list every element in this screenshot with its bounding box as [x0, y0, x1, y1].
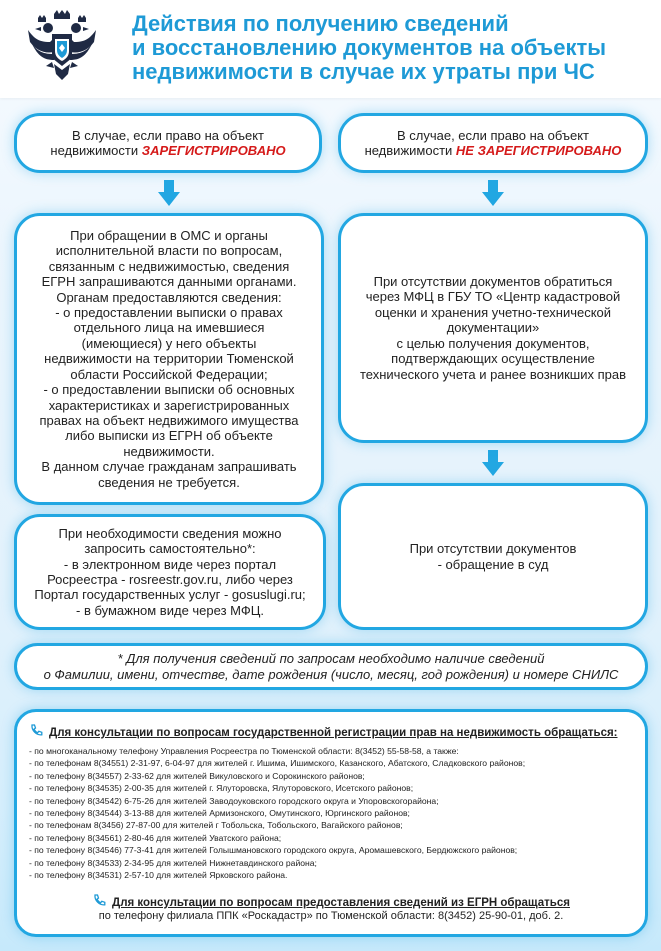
text-line: - в бумажном виде через МФЦ.	[76, 602, 264, 618]
text-line: Портал государственных услуг - gosuslugi.ru;	[34, 587, 306, 603]
contact-item: - по телефону 8(34557) 2-33-62 для жителей Викуловского и Сорокинского районов;	[29, 770, 365, 781]
title-line: недвижимости в случае их утраты при ЧС	[132, 59, 595, 84]
text-line: оценки и хранения учетно-технической	[374, 304, 612, 320]
text-line: исполнительной власти по вопросам,	[55, 243, 283, 259]
text-line: недвижимости на территории Тюменской	[44, 351, 294, 367]
contacts-list	[29, 745, 525, 881]
contact-item: - по телефону 8(34544) 3-13-88 для жителей Армизонского, Омутинского, Юргинского районов;	[29, 808, 410, 819]
registered-emphasis: ЗАРЕГИСТРИРОВАНО	[141, 143, 286, 158]
footnote-box	[14, 643, 648, 690]
text-line: запросить самостоятельно*:	[84, 541, 256, 557]
not-registered-line2: недвижимости НЕ ЗАРЕГИСТРИРОВАНО	[364, 143, 622, 158]
text-line: с целью получения документов,	[396, 335, 590, 351]
registered-box	[14, 113, 322, 173]
egrn-consult-phone: по телефону филиала ППК «Роскадастр» по Тюменской области: 8(3452) 25-90-01, доб. 2.	[98, 910, 564, 922]
registered-line1: В случае, если право на объект	[71, 127, 265, 143]
contact-item: - по телефону 8(34546) 77-3-41 для жителей Голышмановского городского округа, Аромашевского, Бердюжского районов;	[29, 845, 518, 856]
contact-item: - по телефону 8(34531) 2-57-10 для жителей Ярковского района.	[29, 870, 288, 881]
text-line: ЕГРН запрашиваются данными органами.	[41, 274, 297, 290]
page-title	[132, 12, 652, 84]
text-line: недвижимости.	[123, 443, 215, 459]
contact-item: - по телефонам 8(34551) 2-31-97, 6-04-97 для жителей г. Ишима, Ишимского, Казанского, Абатского, Сладковского районов;	[29, 758, 526, 769]
not-registered-line1: В случае, если право на объект	[396, 127, 589, 143]
not-registered-box	[338, 113, 648, 173]
text-line: Органам предоставляются сведения:	[56, 289, 282, 305]
text-line: При отсутствии документов обратиться	[373, 274, 613, 290]
arrow-down-icon	[158, 180, 180, 206]
text-line: - обращение в суд	[437, 556, 549, 572]
contacts-panel	[14, 709, 648, 937]
text-line: технического учета и ранее возникших прав	[359, 366, 626, 382]
text-line: либо выписки из ЕГРН об объекте	[65, 428, 273, 444]
text-line: сведения не требуется.	[98, 474, 240, 490]
authorities-request-box	[14, 213, 324, 505]
not-registered-emphasis: НЕ ЗАРЕГИСТРИРОВАНО	[455, 143, 622, 158]
phone-icon	[92, 894, 106, 908]
contact-item: - по телефонам 8(3456) 27-87-00 для жителей г Тобольска, Тобольского, Вагайского районов;	[29, 820, 403, 831]
text-line: через МФЦ в ГБУ ТО «Центр кадастровой	[365, 289, 621, 305]
emblem-icon	[24, 8, 100, 84]
text-line: В данном случае гражданам запрашивать	[41, 459, 297, 475]
contact-item: - по телефону 8(34542) 6-75-26 для жителей Заводоуковского городского округа и Упоровскогорайона;	[29, 795, 439, 806]
title-line: и восстановлению документов на объекты	[132, 35, 607, 60]
text-line: характеристиках и зарегистрированных	[48, 397, 290, 413]
footnote-line: * Для получения сведений по запросам необходимо наличие сведений	[117, 651, 545, 667]
contacts-heading: Для консультации по вопросам государственной регистрации прав на недвижимость обращаться:	[29, 724, 618, 739]
arrow-down-icon	[482, 180, 504, 206]
text-line: При отсутствии документов	[409, 541, 577, 557]
mfc-request-box	[338, 213, 648, 443]
text-line: (имеющиеся) у него объекты	[81, 335, 257, 351]
text-line: подтверждающих осуществление	[391, 351, 595, 367]
text-line: - в электронном виде через портал	[63, 556, 277, 572]
text-line: правах на объект недвижимого имущества	[39, 412, 299, 428]
text-line: - о предоставлении выписки об основных	[43, 382, 295, 398]
phone-icon	[29, 724, 43, 738]
text-line: связанным с недвижимостью, сведения	[48, 258, 290, 274]
text-line: области Российской Федерации;	[70, 366, 268, 382]
egrn-consult-heading: Для консультации по вопросам предоставления сведений из ЕГРН обращаться	[17, 894, 645, 909]
text-line: отдельного лица на имевшиеся	[73, 320, 265, 336]
contact-item: - по телефону 8(34561) 2-80-46 для жителей Уватского района;	[29, 832, 282, 843]
text-line: Росреестра - rosreestr.gov.ru, либо через	[47, 572, 293, 587]
title-line: Действия по получению сведений	[132, 11, 509, 36]
court-box	[338, 483, 648, 630]
text-line: документации»	[446, 320, 540, 336]
footnote-line: о Фамилии, имени, отчестве, дате рождения (число, месяц, год рождения) и номере СНИЛС	[43, 666, 619, 682]
text-line: При обращении в ОМС и органы	[70, 228, 268, 244]
text-line: При необходимости сведения можно	[58, 525, 282, 541]
contact-item: - по многоканальному телефону Управления Росреестра по Тюменской области: 8(3452) 55-58-58, а также:	[29, 746, 459, 756]
registered-line2: недвижимости ЗАРЕГИСТРИРОВАНО	[50, 143, 286, 158]
contact-item: - по телефону 8(34535) 2-00-35 для жителей г. Ялуторовска, Ялуторовского, Исетского районов;	[29, 783, 414, 794]
contact-item: - по телефону 8(34533) 2-34-95 для жителей Нижнетавдинского района;	[29, 857, 317, 868]
text-line: - о предоставлении выписки о правах	[55, 305, 283, 321]
arrow-down-icon	[482, 450, 504, 476]
header	[0, 0, 661, 98]
self-request-box	[14, 514, 326, 630]
